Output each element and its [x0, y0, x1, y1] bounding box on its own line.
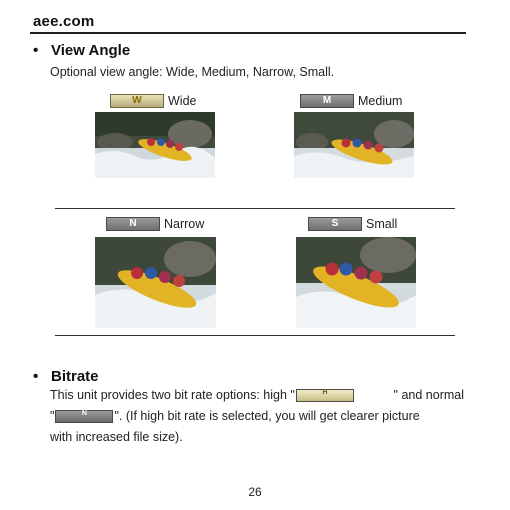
bullet-point: •: [33, 368, 39, 385]
option-label-medium: Medium: [358, 94, 403, 108]
bitrate-line3: with increased file size).: [50, 430, 183, 444]
brand-logo: aee.com: [33, 13, 95, 30]
medium-angle-icon: M: [300, 94, 354, 108]
bitrate-paragraph: [50, 385, 464, 448]
bitrate-line1-end: " and normal: [393, 388, 464, 402]
photo-wide: [95, 112, 215, 178]
section-heading-view-angle: [33, 42, 130, 59]
bitrate-title: Bitrate: [51, 368, 99, 385]
option-narrow: [106, 216, 204, 232]
image-divider: [55, 208, 455, 209]
view-angle-description: Optional view angle: Wide, Medium, Narrow, Small.: [50, 65, 335, 79]
bitrate-line2: ". (If high bit rate is selected, you will get clearer picture: [114, 409, 420, 423]
small-angle-icon: S: [308, 217, 362, 231]
option-label-wide: Wide: [168, 94, 197, 108]
photo-small: [296, 237, 416, 328]
view-angle-title: View Angle: [51, 42, 131, 59]
section-heading-bitrate: [33, 368, 99, 385]
option-medium: [300, 93, 402, 109]
photo-narrow: [95, 237, 216, 328]
header-divider: [30, 32, 466, 34]
bitrate-line1: This unit provides two bit rate options: high " H: [50, 385, 355, 406]
high-bitrate-icon: H: [296, 389, 354, 402]
photo-medium: [294, 112, 414, 178]
narrow-angle-icon: N: [106, 217, 160, 231]
option-small: [308, 216, 397, 232]
page-number: 26: [248, 485, 262, 499]
option-wide: [110, 93, 196, 109]
normal-bitrate-icon: N: [55, 410, 113, 423]
image-divider-bottom: [55, 335, 455, 336]
wide-angle-icon: W: [110, 94, 164, 108]
option-label-small: Small: [366, 217, 398, 231]
bitrate-line2-start: ": [50, 409, 55, 423]
bullet-point: •: [33, 42, 39, 59]
option-label-narrow: Narrow: [164, 217, 205, 231]
